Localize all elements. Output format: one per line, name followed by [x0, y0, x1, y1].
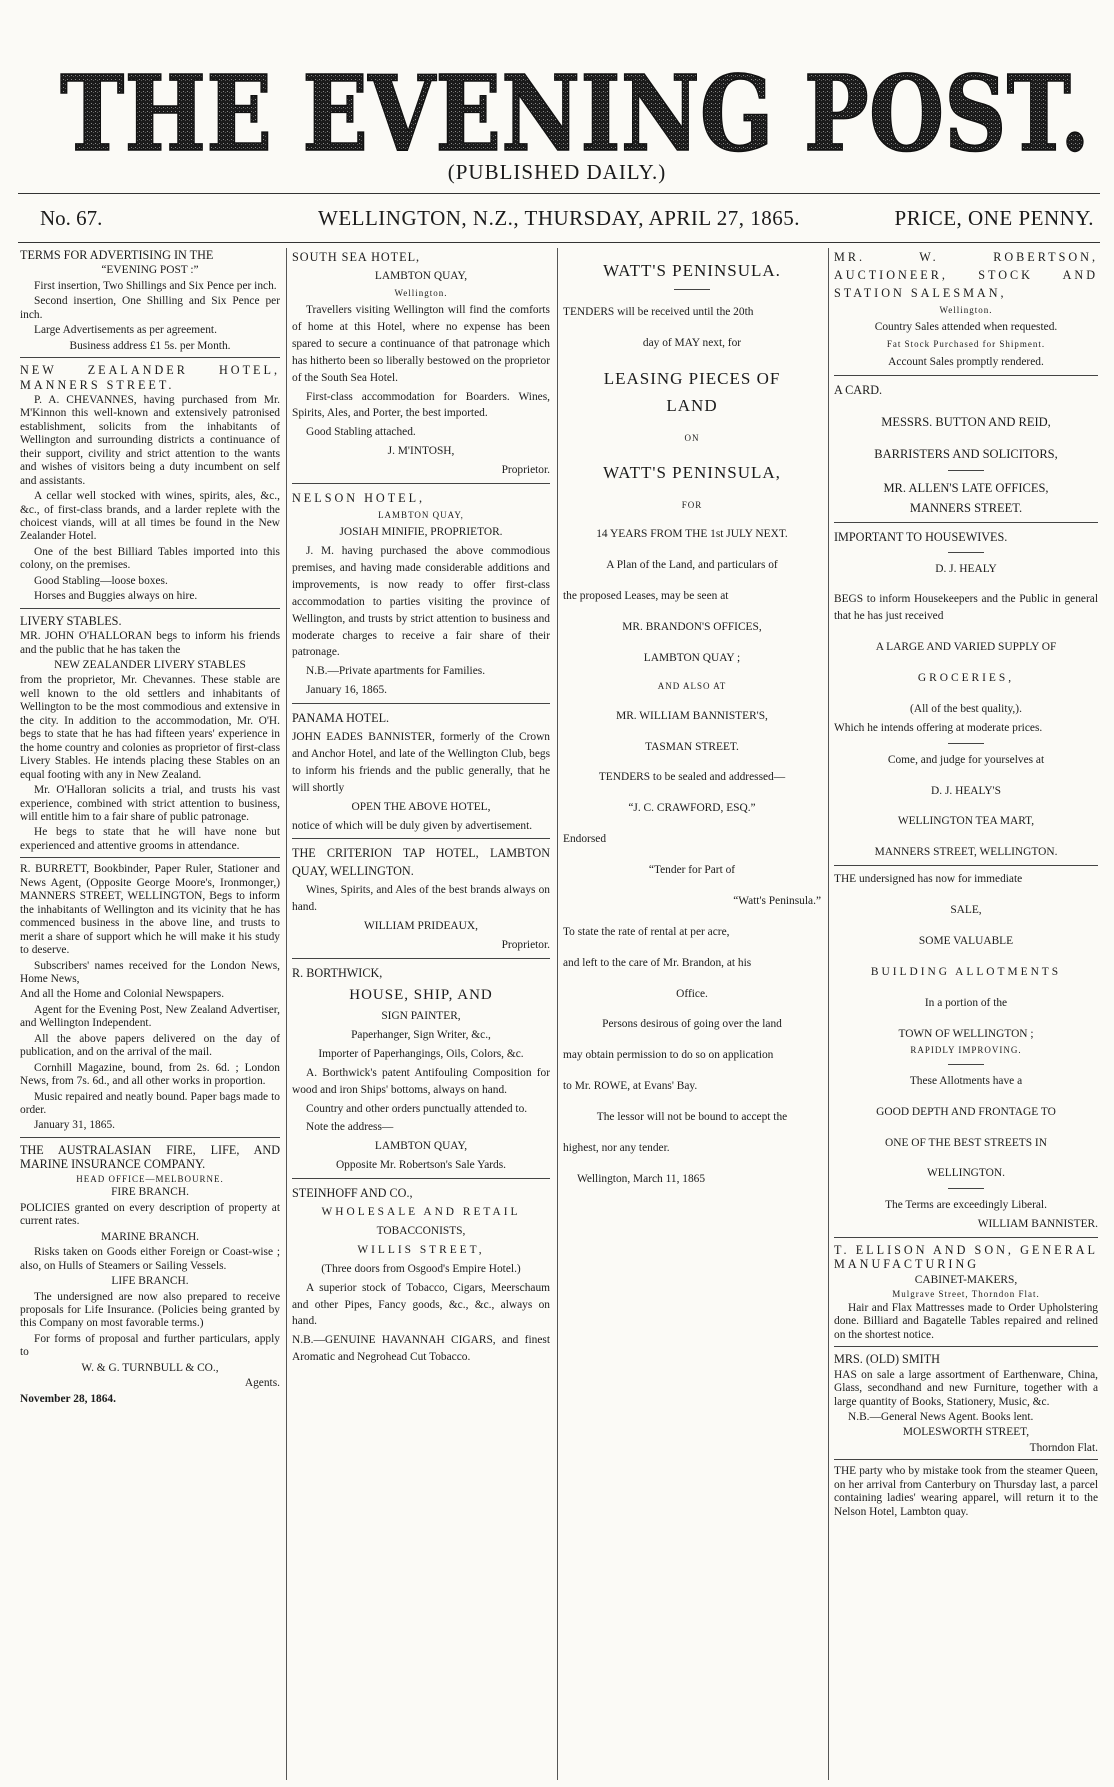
- steinhoff-text: A superior stock of Tobacco, Cigars, Meerschaum and other Pipes, Fancy goods, &c., &c., always on hand.: [292, 1281, 550, 1328]
- sale-name: WILLIAM BANNISTER.: [977, 1218, 1098, 1231]
- borthwick-text: Importer of Paperhangings, Oils, Colors, &c.: [318, 1047, 524, 1060]
- sale-text: TOWN OF WELLINGTON ;: [898, 1027, 1034, 1040]
- issue-number: No. 67.: [40, 206, 103, 230]
- insurance-text: POLICIES granted on every description of property at current rates.: [20, 1201, 280, 1228]
- burrett-text: Subscribers' names received for the London News, Home News,: [20, 959, 280, 985]
- sale-text: THE undersigned has now for immediate: [834, 873, 1023, 886]
- south-sea-heading: SOUTH SEA HOTEL,: [292, 250, 421, 264]
- burrett-text: And all the Home and Colonial Newspapers.: [20, 988, 225, 1001]
- borthwick-sub2: SIGN PAINTER,: [381, 1010, 461, 1023]
- sale-text: GOOD DEPTH AND FRONTAGE TO: [876, 1105, 1056, 1118]
- housewives-text: MANNERS STREET, WELLINGTON.: [874, 846, 1058, 859]
- housewives-text: (All of the best quality,).: [910, 702, 1022, 715]
- divider: [834, 375, 1098, 376]
- burrett-text: Music repaired and neatly bound. Paper bags made to order.: [20, 1090, 280, 1117]
- divider: [834, 1237, 1098, 1238]
- watts-text: day of MAY next, for: [642, 337, 742, 350]
- watts-text: TASMAN STREET.: [645, 740, 739, 753]
- livery-text: MR. JOHN O'HALLORAN begs to inform his friends and the public that he has taken the: [20, 630, 280, 656]
- watts-text: to Mr. ROWE, at Evans' Bay.: [563, 1080, 698, 1093]
- burrett-date: January 31, 1865.: [34, 1119, 115, 1132]
- column-rule-2: [557, 248, 558, 1780]
- housewives-text: Come, and judge for yourselves at: [887, 753, 1045, 766]
- terms-line: Second insertion, One Shilling and Six Pence per inch.: [20, 295, 280, 321]
- housewives-text: A LARGE AND VARIED SUPPLY OF: [875, 641, 1057, 654]
- divider: [20, 1137, 280, 1138]
- card-text: MR. ALLEN'S LATE OFFICES,: [883, 480, 1049, 495]
- borthwick-text: A. Borthwick's patent Antifouling Composition for wood and iron Ships' bottoms, always on hand.: [292, 1066, 550, 1096]
- south-sea-text: Travellers visiting Wellington will find the comforts of home at this Hotel, where no expense has been spared to secure a continuance of that patronage which has hitherto been so liberally bestowed on the proprietor of the South Sea Hotel.: [292, 304, 550, 384]
- sale-text: These Allotments have a: [909, 1074, 1023, 1087]
- smith-text: HAS on sale a large assortment of Earthenware, China, Glass, secondhand and new Furniture, together with a large quantity of Books, Stationery, Music, &c.: [834, 1368, 1098, 1408]
- sale-text: In a portion of the: [924, 996, 1008, 1009]
- terms-heading: TERMS FOR ADVERTISING IN THE: [20, 248, 214, 262]
- borthwick-text: LAMBTON QUAY,: [374, 1140, 468, 1153]
- watts-text: LAND: [666, 396, 718, 416]
- watts-text: To state the rate of rental at per acre,: [563, 925, 730, 938]
- burrett-text: Agent for the Evening Post, New Zealand Advertiser, and Wellington Independent.: [20, 1003, 280, 1030]
- south-sea-city: Wellington.: [394, 287, 448, 298]
- criterion-title: Proprietor.: [501, 939, 550, 952]
- insurance-date: November 28, 1864.: [20, 1392, 116, 1405]
- borthwick-text: Opposite Mr. Robertson's Sale Yards.: [335, 1159, 507, 1172]
- watts-text: The lessor will not be bound to accept the: [596, 1111, 788, 1124]
- insurance-text: For forms of proposal and further particulars, apply to: [20, 1332, 280, 1359]
- column-1: [20, 248, 280, 1780]
- column-2: [292, 248, 550, 1780]
- burrett-text: R. BURRETT, Bookbinder, Paper Ruler, Stationer and News Agent, (Opposite George Moore's, Ironmonger,) MANNERS STREET, WELLINGTON, Begs to inform the inhabitants of Wellington and its vicinity that he has commenced business in the above line, and trusts to merit a share of support which he will make it his study to deserve.: [20, 863, 280, 957]
- divider: [948, 552, 984, 553]
- column-4: [834, 248, 1098, 1780]
- insurance-office: HEAD OFFICE—MELBOURNE.: [76, 1173, 224, 1184]
- nelson-date: January 16, 1865.: [306, 684, 387, 697]
- divider: [20, 608, 280, 609]
- divider: [20, 357, 280, 358]
- livery-text: Mr. O'Halloran solicits a trial, and trusts his vast experience, combined with strict attention to business, will entitle him to a fair share of public patronage.: [20, 784, 280, 823]
- fire-branch: FIRE BRANCH.: [111, 1186, 189, 1199]
- watts-heading: WATT'S PENINSULA.: [603, 261, 781, 280]
- criterion-text: Wines, Spirits, and Ales of the best brands always on hand.: [292, 884, 550, 914]
- nelson-text: N.B.—Private apartments for Families.: [306, 665, 486, 678]
- steinhoff-sub: WHOLESALE AND RETAIL: [321, 1206, 521, 1219]
- divider: [834, 522, 1098, 523]
- robertson-text: Country Sales attended when requested.: [874, 321, 1058, 334]
- watts-text: FOR: [681, 499, 703, 510]
- sale-text: WELLINGTON.: [927, 1167, 1005, 1180]
- watts-text: Office.: [676, 987, 708, 1000]
- divider: [948, 743, 984, 744]
- ellison-sub: CABINET-MAKERS,: [914, 1273, 1018, 1286]
- divider: [292, 958, 550, 959]
- livery-text: from the proprietor, Mr. Chevannes. These stable are well known to the old settlers and inhabitants of Wellington to be the most commodious and extensive in the city. In addition to the accommodation, Mr. O'H. begs to state that he has had fifteen years' experience in the home country and colonies as proprietor of first-class Livery Stables. He intends placing these Stables on an equal footing with any in New Zealand.: [20, 674, 280, 781]
- watts-text: 14 YEARS FROM THE 1st JULY NEXT.: [596, 528, 788, 540]
- watts-text: “J. C. CRAWFORD, ESQ.”: [628, 802, 756, 815]
- livery-heading: LIVERY STABLES.: [20, 613, 122, 628]
- smith-text: MOLESWORTH STREET,: [902, 1426, 1030, 1439]
- south-sea-name: J. M'INTOSH,: [387, 445, 455, 458]
- masthead-title-text: THE EVENING POST.: [60, 58, 1090, 168]
- livery-text: He begs to state that he will have none but experienced and attentive grooms in attendance.: [20, 826, 280, 852]
- divider: [292, 703, 550, 704]
- nz-hotel-heading: NEW ZEALANDER HOTEL, MANNERS STREET.: [20, 363, 280, 392]
- nelson-heading: NELSON HOTEL,: [292, 490, 426, 505]
- sale-text: The Terms are exceedingly Liberal.: [885, 1199, 1047, 1212]
- panama-text: JOHN EADES BANNISTER, formerly of the Crown and Anchor Hotel, and late of the Wellington Club, begs to inform his friends and the public generally, that he will shortly: [292, 731, 550, 794]
- card-text: MANNERS STREET.: [909, 501, 1023, 516]
- watts-text: ON: [684, 433, 700, 444]
- burrett-text: Cornhill Magazine, bound, from 2s. 6d. ; London News, from 7s. 6d., and all other works in proportion.: [20, 1061, 280, 1088]
- nelson-text: J. M. having purchased the above commodious premises, and having made considerable additions and improvements, is now ready to offer first-class accommodation to parties visiting the province of Wellington, and trusts by strict attention to business and moderate charges to receive a fair share of their patronage.: [292, 545, 550, 659]
- steinhoff-text: (Three doors from Osgood's Empire Hotel.): [321, 1262, 521, 1275]
- watts-text: Endorsed: [563, 833, 607, 846]
- sale-text: BUILDING ALLOTMENTS: [870, 965, 1062, 978]
- housewives-text: BEGS to inform Housekeepers and the Public in general that he has just received: [834, 593, 1098, 623]
- divider: [292, 838, 550, 839]
- watts-text: A Plan of the Land, and particulars of: [606, 558, 778, 571]
- ellison-heading: T. ELLISON AND SON, GENERAL MANUFACTURING: [834, 1243, 1098, 1272]
- nz-hotel-text: P. A. CHEVANNES, having purchased from Mr. M'Kinnon this well-known and extensively patronised establishment, solicits from the inhabitants of Wellington and surrounding districts a continuance of their support, civility and strict attention to the wants and wishes of visitors being a duty incumbent on self and assistants.: [20, 393, 280, 487]
- insurance-text: The undersigned are now also prepared to receive proposals for Life Insurance. (Policies being granted by this Company on most favorable terms.): [20, 1290, 280, 1330]
- nz-hotel-text: Good Stabling—loose boxes.: [34, 574, 168, 587]
- robertson-text: Fat Stock Purchased for Shipment.: [886, 339, 1046, 350]
- south-sea-text: Good Stabling attached.: [306, 426, 416, 439]
- healy-name: D. J. HEALY: [935, 562, 997, 575]
- watts-date: Wellington, March 11, 1865: [577, 1172, 706, 1185]
- criterion-heading: THE CRITERION TAP HOTEL, LAMBTON QUAY, WELLINGTON.: [292, 846, 550, 879]
- divider: [20, 857, 280, 858]
- burrett-text: All the above papers delivered on the day of publication, and on the arrival of the mail.: [20, 1032, 280, 1059]
- terms-line: Business address £1 5s. per Month.: [69, 339, 231, 352]
- steinhoff-sub2: TOBACCONISTS,: [376, 1225, 466, 1238]
- nelson-sub: LAMBTON QUAY,: [378, 510, 464, 521]
- housewives-text: D. J. HEALY'S: [931, 784, 1001, 797]
- column-rule-3: [828, 248, 829, 1780]
- borthwick-text: Note the address—: [306, 1121, 394, 1134]
- watts-text: LEASING PIECES OF: [603, 368, 781, 388]
- south-sea-title: Proprietor.: [501, 464, 550, 477]
- insurance-heading: THE AUSTRALASIAN FIRE, LIFE, AND MARINE INSURANCE COMPANY.: [20, 1142, 280, 1172]
- nz-hotel-text: One of the best Billiard Tables imported into this colony, on the premises.: [20, 545, 280, 572]
- watts-text: AND ALSO AT: [657, 681, 727, 692]
- life-branch: LIFE BRANCH.: [111, 1275, 189, 1288]
- column-rule-1: [286, 248, 287, 1780]
- insurance-text: Risks taken on Goods either Foreign or Coast-wise ; also, on Hulls of Steamers or Sailing Vessels.: [20, 1246, 280, 1272]
- housewives-text: Which he intends offering at moderate prices.: [834, 721, 1043, 734]
- column-3: [563, 248, 821, 1780]
- terms-subheading: “EVENING POST :”: [101, 264, 199, 277]
- watts-text: “Tender for Part of: [648, 864, 736, 877]
- divider: [674, 289, 710, 290]
- watts-text: LAMBTON QUAY ;: [643, 651, 741, 664]
- dateline: [18, 193, 1100, 243]
- divider: [948, 470, 984, 471]
- robertson-city: Wellington.: [939, 305, 993, 316]
- panama-text: OPEN THE ABOVE HOTEL,: [351, 800, 491, 813]
- panama-text: notice of which will be duly given by advertisement.: [292, 819, 533, 832]
- borthwick-heading: R. BORTHWICK,: [292, 965, 383, 980]
- nz-hotel-text: A cellar well stocked with wines, spirits, ales, &c., &c., of first-class brands, and a larder replete with the choicest viands, will at all times be found in the New Zealander Hotel.: [20, 490, 280, 543]
- marine-branch: MARINE BRANCH.: [100, 1230, 200, 1243]
- card-text: BARRISTERS AND SOLICITORS,: [874, 447, 1058, 462]
- borthwick-text: Country and other orders punctually attended to.: [306, 1102, 528, 1115]
- robertson-heading: MR. W. ROBERTSON, AUCTIONEER, STOCK AND STATION SALESMAN,: [834, 250, 1098, 301]
- divider: [834, 1459, 1098, 1460]
- watts-text: and left to the care of Mr. Brandon, at his: [563, 956, 752, 969]
- divider: [948, 1188, 984, 1189]
- criterion-name: WILLIAM PRIDEAUX,: [364, 920, 478, 933]
- sale-text: SOME VALUABLE: [918, 934, 1014, 947]
- issue-date: WELLINGTON, N.Z., THURSDAY, APRIL 27, 1865.: [318, 206, 800, 230]
- watts-text: Persons desirous of going over the land: [602, 1018, 782, 1031]
- watts-text: WATT'S PENINSULA,: [603, 462, 781, 482]
- watts-text: the proposed Leases, may be seen at: [563, 589, 729, 602]
- south-sea-sub: LAMBTON QUAY,: [374, 270, 468, 283]
- insurance-agents: Agents.: [244, 1377, 280, 1390]
- divider: [834, 865, 1098, 866]
- housewives-text: GROCERIES,: [917, 672, 1015, 685]
- borthwick-text: Paperhanger, Sign Writer, &c.,: [351, 1029, 491, 1042]
- insurance-agent: W. & G. TURNBULL & CO.,: [81, 1361, 219, 1374]
- watts-text: “Watt's Peninsula.”: [733, 894, 821, 907]
- nz-hotel-text: Horses and Buggies always on hire.: [34, 590, 198, 603]
- nelson-proprietor: JOSIAH MINIFIE, PROPRIETOR.: [339, 526, 503, 539]
- divider: [948, 1064, 984, 1065]
- divider: [834, 1346, 1098, 1347]
- livery-text: NEW ZEALANDER LIVERY STABLES: [54, 658, 246, 671]
- watts-text: TENDERS to be sealed and addressed—: [598, 771, 786, 784]
- watts-text: MR. BRANDON'S OFFICES,: [622, 620, 762, 633]
- steinhoff-heading: STEINHOFF AND CO.,: [292, 1186, 413, 1201]
- robertson-text: Account Sales promptly rendered.: [888, 355, 1044, 368]
- ellison-ad: [834, 1243, 1098, 1519]
- masthead-subtitle: (PUBLISHED DAILY.): [447, 160, 667, 184]
- terms-line: Large Advertisements as per agreement.: [34, 324, 217, 337]
- steinhoff-text: N.B.—GENUINE HAVANNAH CIGARS, and finest Aromatic and Negrohead Cut Tobacco.: [292, 1334, 550, 1364]
- lost-parcel-text: THE party who by mistake took from the steamer Queen, on her arrival from Canterbury on Thursday last, a parcel containing ladies' wearing apparel, will return it to the Nelson Hotel, Lambton quay.: [834, 1465, 1098, 1518]
- housewives-heading: IMPORTANT TO HOUSEWIVES.: [834, 529, 1008, 544]
- watts-text: may obtain permission to do so on application: [563, 1049, 774, 1062]
- smith-text: Thorndon Flat.: [1029, 1441, 1098, 1454]
- housewives-text: WELLINGTON TEA MART,: [897, 815, 1035, 828]
- divider: [292, 1178, 550, 1179]
- south-sea-text: First-class accommodation for Boarders. Wines, Spirits, Ales, and Porter, the best imported.: [292, 390, 550, 420]
- watts-text: TENDERS will be received until the 20th: [563, 306, 754, 319]
- smith-heading: MRS. (OLD) SMITH: [834, 1352, 940, 1367]
- ellison-address: Mulgrave Street, Thorndon Flat.: [892, 1289, 1040, 1300]
- sale-text: SALE,: [950, 904, 982, 917]
- panama-heading: PANAMA HOTEL.: [292, 711, 390, 726]
- steinhoff-street: WILLIS STREET,: [357, 1243, 485, 1256]
- sale-text: RAPIDLY IMPROVING.: [910, 1045, 1022, 1056]
- smith-text: N.B.—General News Agent. Books lent.: [848, 1411, 1034, 1423]
- issue-price: PRICE, ONE PENNY.: [894, 206, 1094, 230]
- divider: [292, 483, 550, 484]
- terms-line: First insertion, Two Shillings and Six Pence per inch.: [34, 279, 277, 292]
- card-heading: A CARD.: [834, 382, 883, 397]
- watts-text: highest, nor any tender.: [563, 1141, 670, 1154]
- watts-text: MR. WILLIAM BANNISTER'S,: [616, 709, 768, 722]
- borthwick-sub: HOUSE, SHIP, AND: [349, 987, 493, 1004]
- sale-text: ONE OF THE BEST STREETS IN: [885, 1136, 1047, 1149]
- card-text: MESSRS. BUTTON AND REID,: [881, 414, 1051, 429]
- ellison-text: Hair and Flax Mattresses made to Order Upholstering done. Billiard and Bagatelle Tables repaired and relined on the shortest notice.: [834, 1301, 1098, 1341]
- masthead-title: [50, 58, 1100, 168]
